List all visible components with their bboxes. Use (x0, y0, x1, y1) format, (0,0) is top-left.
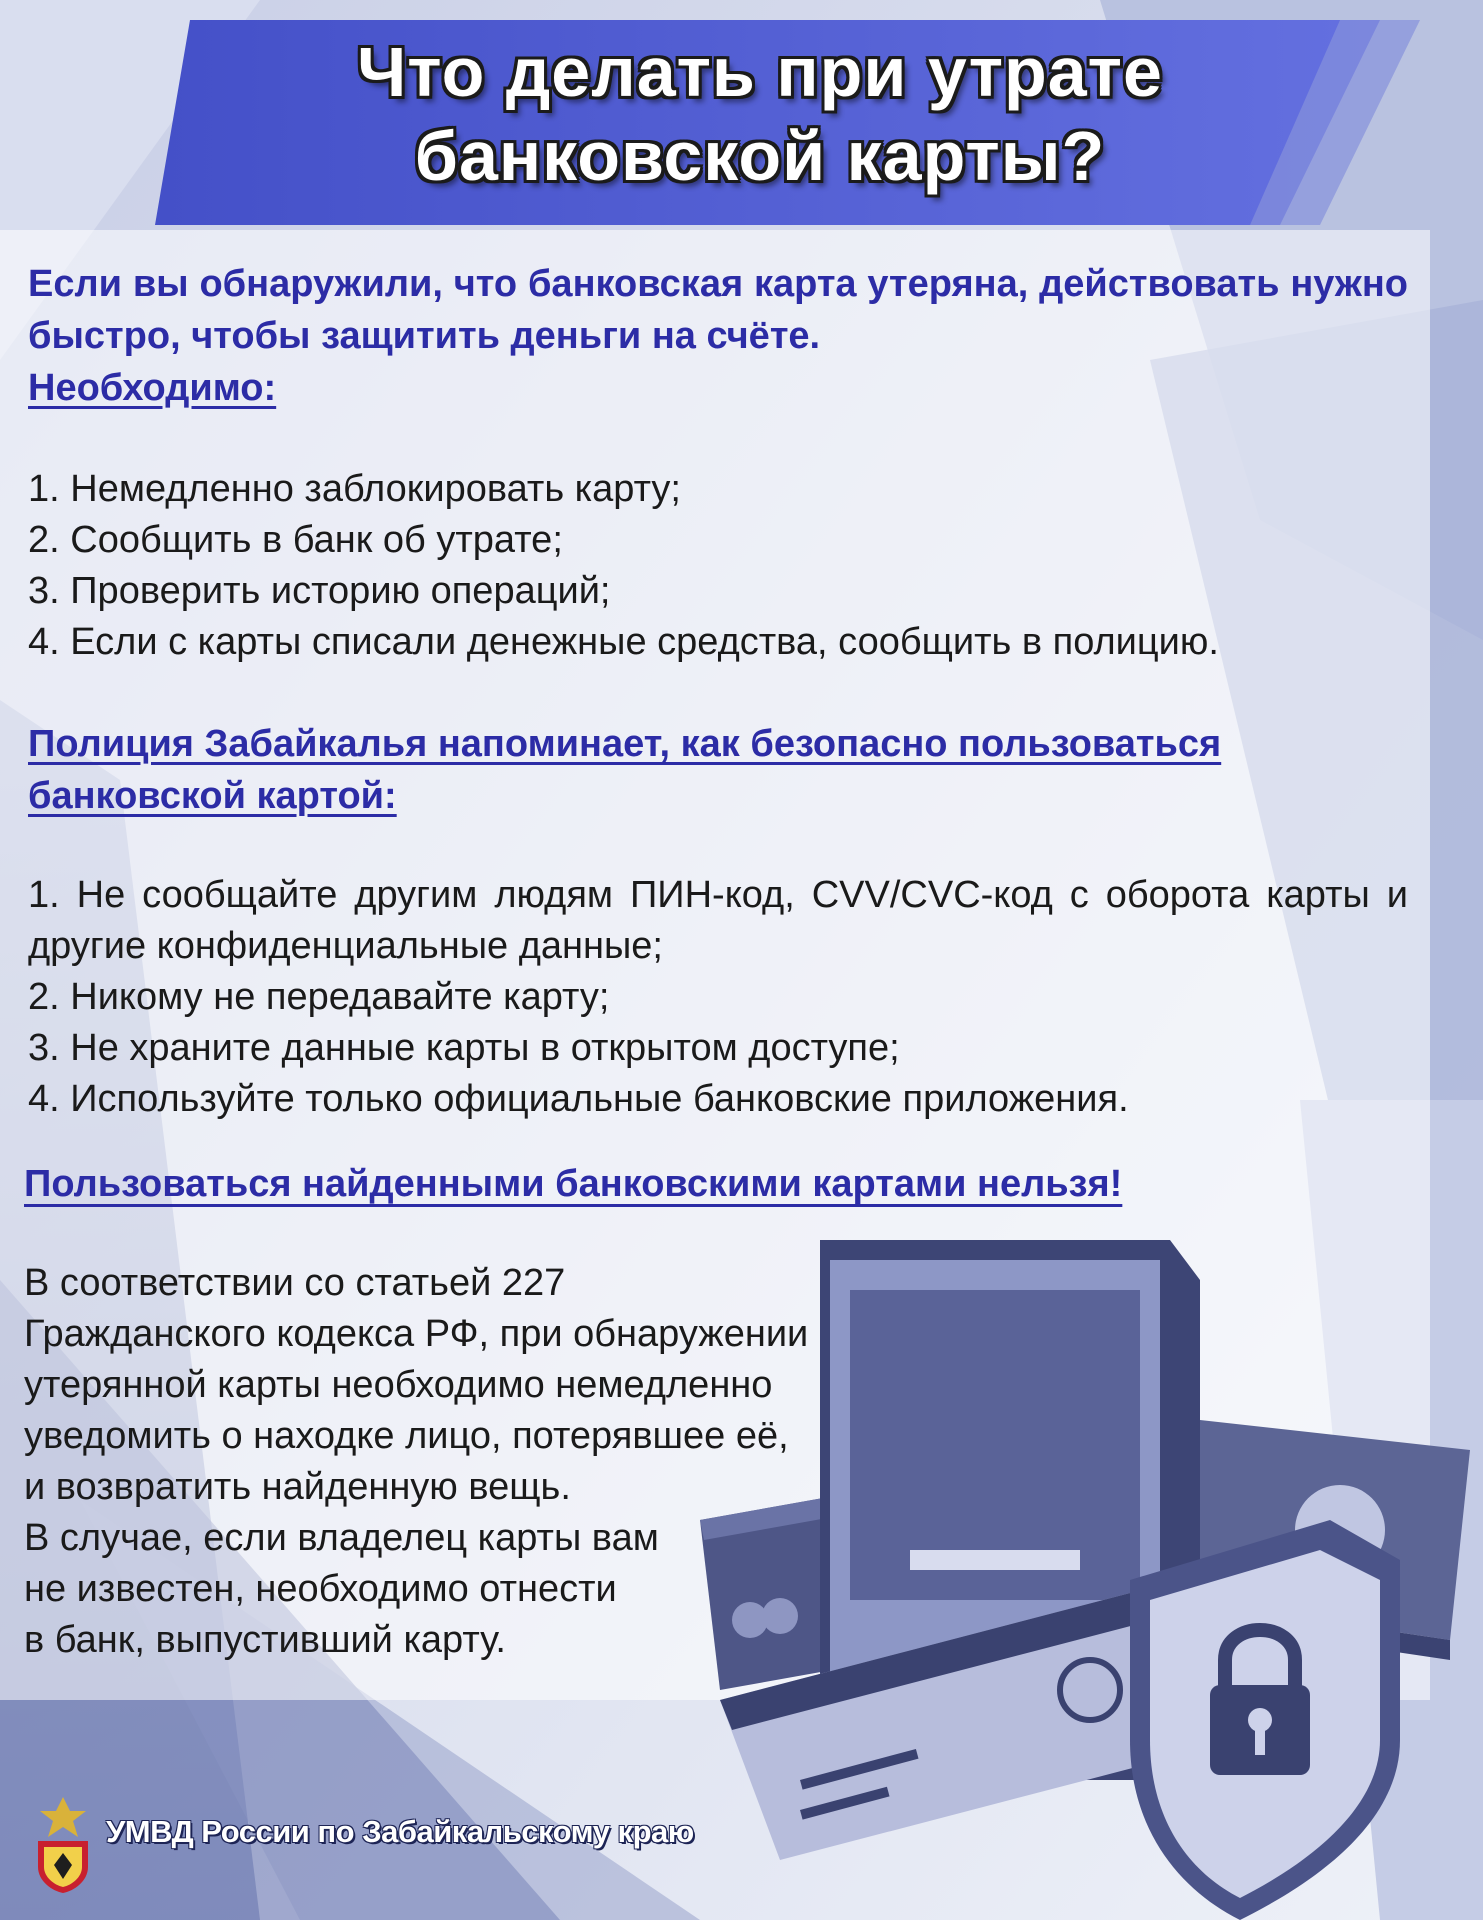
legal-line: В соответствии со статьей 227 (24, 1262, 566, 1304)
legal-line: В случае, если владелец карты вам (24, 1517, 659, 1559)
steps-list (28, 464, 1448, 668)
intro-section (28, 258, 1408, 414)
list-item: 4. Если с карты списали денежные средства, сообщить в полицию. (28, 621, 1219, 663)
legal-line: и возвратить найденную вещь. (24, 1466, 571, 1508)
list-item: 1. Не сообщайте другим людям ПИН-код, CVV/CVC-код с оборота карты и другие конфиденциальные данные; (28, 874, 1408, 967)
list-item: 2. Сообщить в банк об утрате; (28, 519, 563, 561)
warning-heading: Пользоваться найденными банковскими картами нельзя! (24, 1163, 1123, 1205)
list-item: 3. Не храните данные карты в открытом доступе; (28, 1027, 900, 1069)
list-item: 3. Проверить историю операций; (28, 570, 611, 612)
list-item: 2. Никому не передавайте карту; (28, 976, 610, 1018)
legal-line: не известен, необходимо отнести (24, 1568, 617, 1610)
intro-necessary-label: Необходимо: (28, 367, 277, 409)
police-emblem-icon (30, 1795, 96, 1895)
list-item: 1. Немедленно заблокировать карту; (28, 468, 681, 510)
page-title (160, 30, 1360, 198)
legal-line: в банк, выпустивший карту. (24, 1619, 506, 1661)
legal-text (24, 1258, 954, 1666)
title-line-2: банковской карты? (414, 117, 1106, 195)
list-item: 4. Используйте только официальные банковские приложения. (28, 1078, 1129, 1120)
footer-org-name: УМВД России по Забайкальскому краю (106, 1814, 694, 1849)
safety-heading: Полиция Забайкалья напоминает, как безопасно пользоваться банковской картой: (28, 723, 1222, 817)
intro-text: Если вы обнаружили, что банковская карта утеряна, действовать нужно быстро, чтобы защитить деньги на счёте. (28, 263, 1408, 357)
legal-line: утерянной карты необходимо немедленно (24, 1364, 773, 1406)
safety-tips-list (28, 870, 1408, 1125)
title-line-1: Что делать при утрате (357, 33, 1163, 111)
legal-line: уведомить о находке лицо, потерявшее её, (24, 1415, 789, 1457)
legal-line: Гражданского кодекса РФ, при обнаружении (24, 1313, 809, 1355)
